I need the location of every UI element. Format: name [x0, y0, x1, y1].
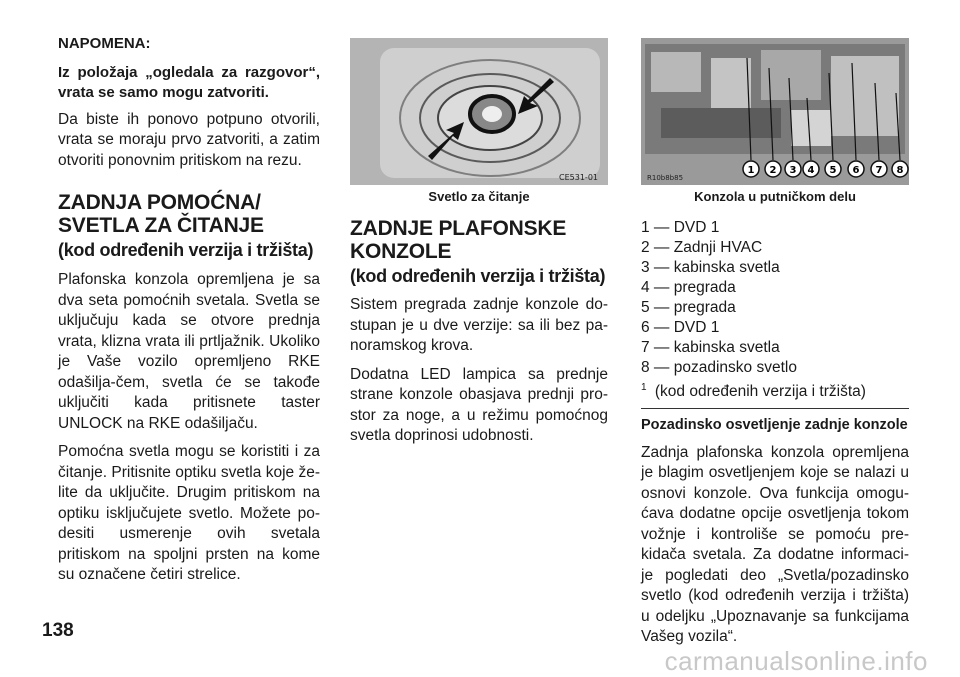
legend-item: 5 — pregrada	[641, 299, 736, 316]
figure-caption: Konzola u putničkom delu	[694, 189, 856, 204]
callout-number: 4	[807, 165, 815, 176]
legend-item: 1 — DVD 1	[641, 219, 720, 236]
console-illustration	[641, 38, 909, 185]
section-subheading: (kod određenih verzija i tržišta)	[350, 266, 606, 286]
middle-column	[350, 0, 608, 447]
legend-item: 8 — pozadinsko svetlo	[641, 359, 797, 376]
footnote-text: (kod određenih verzija i tržišta)	[654, 383, 866, 401]
paragraph: Dodatna LED lampica sa prednje strane konzole obasjava prednji pro-stor za noge, a u režimu pomoćnog svetla doprinosi udobnosti.	[350, 365, 608, 444]
note-label: NAPOMENA:	[58, 35, 151, 52]
note-bold-text: Iz položaja „ogledala za razgovor“, vrata se samo mogu zatvoriti.	[58, 63, 320, 101]
figure-code: R10b8b85	[647, 174, 684, 182]
footnote-mark: 1	[641, 382, 647, 393]
watermark: carmanualsonline.info	[664, 646, 928, 676]
legend-item: 3 — kabinska svetla	[641, 259, 780, 276]
right-column	[641, 0, 909, 648]
paragraph: Sistem pregrada zadnje konzole do-stupan je u dve verzije: sa ili bez pa-noramskog krova.	[350, 296, 608, 354]
footnote	[641, 378, 909, 402]
section-heading-line1: ZADNJE PLAFONSKE	[350, 217, 567, 240]
paragraph: Zadnja plafonska konzola opremljena je blagim osvetljenjem koje se nalazi u osnovi konzole. Ova funkcija omogu-ćava dodatne opcije osvetljenja tokom vožnje i kontroliše se pomoću pre-kidača svetala. Za dodatne informaci-je pogledati deo „Svetla/pozadinsko svetlo (kod određenih verzija i tržišta) u odeljku „Upoznavanje sa funkcijama Vašeg vozila“.	[641, 443, 909, 646]
section-heading-line1: ZADNJA POMOĆNA/	[58, 191, 261, 214]
legend-item: 2 — Zadnji HVAC	[641, 239, 763, 256]
reading-light-illustration	[350, 38, 608, 185]
legend-item: 4 — pregrada	[641, 279, 736, 296]
console-figure	[641, 38, 909, 185]
callout-number: 5	[829, 165, 837, 176]
divider	[641, 408, 909, 409]
callout-number: 2	[769, 165, 777, 176]
callout-number: 6	[852, 165, 860, 176]
left-column	[58, 0, 320, 586]
callout-number: 8	[896, 165, 904, 176]
callout-number: 7	[875, 165, 883, 176]
subsection-heading: Pozadinsko osvetljenje zadnje konzole	[641, 417, 908, 434]
figure-code: CE531-01	[559, 173, 598, 182]
callout-number: 1	[747, 165, 755, 176]
paragraph: Plafonska konzola opremljena je sa dva seta pomoćnih svetala. Svetla se uključuju kada se otvore prednja vrata, klizna vrata ili prtljažnik. Ukoliko je Vaše vozilo opremljeno RKE odašilja-čem, svetla će se takođe uključiti kada pritisnete taster UNLOCK na RKE odašiljaču.	[58, 271, 320, 432]
note-text: Da biste ih ponovo potpuno otvorili, vrata se moraju prvo zatvoriti, a zatim otvoriti ponovnim pritiskom na rezu.	[58, 110, 320, 169]
callout-number: 3	[789, 165, 797, 176]
section-subheading: (kod određenih verzija i tržišta)	[58, 240, 314, 260]
section-heading-line2: SVETLA ZA ČITANJE	[58, 214, 264, 237]
reading-light-figure	[350, 38, 608, 185]
page-number: 138	[42, 620, 74, 641]
figure-caption: Svetlo za čitanje	[428, 189, 530, 204]
paragraph: Pomoćna svetla mogu se koristiti i za čitanje. Pritisnite optiku svetla koje že-lite da uključite. Drugim pritiskom na optiku isključujete svetlo. Možete po-desiti usmerenje ovih svetala pritiskom na spoljni prsten na kome su označene četiri strelice.	[58, 443, 320, 583]
callout-legend	[641, 218, 909, 402]
section-heading-line2: KONZOLE	[350, 240, 452, 263]
legend-item: 7 — kabinska svetla	[641, 339, 780, 356]
legend-item: 6 — DVD 1	[641, 319, 720, 336]
